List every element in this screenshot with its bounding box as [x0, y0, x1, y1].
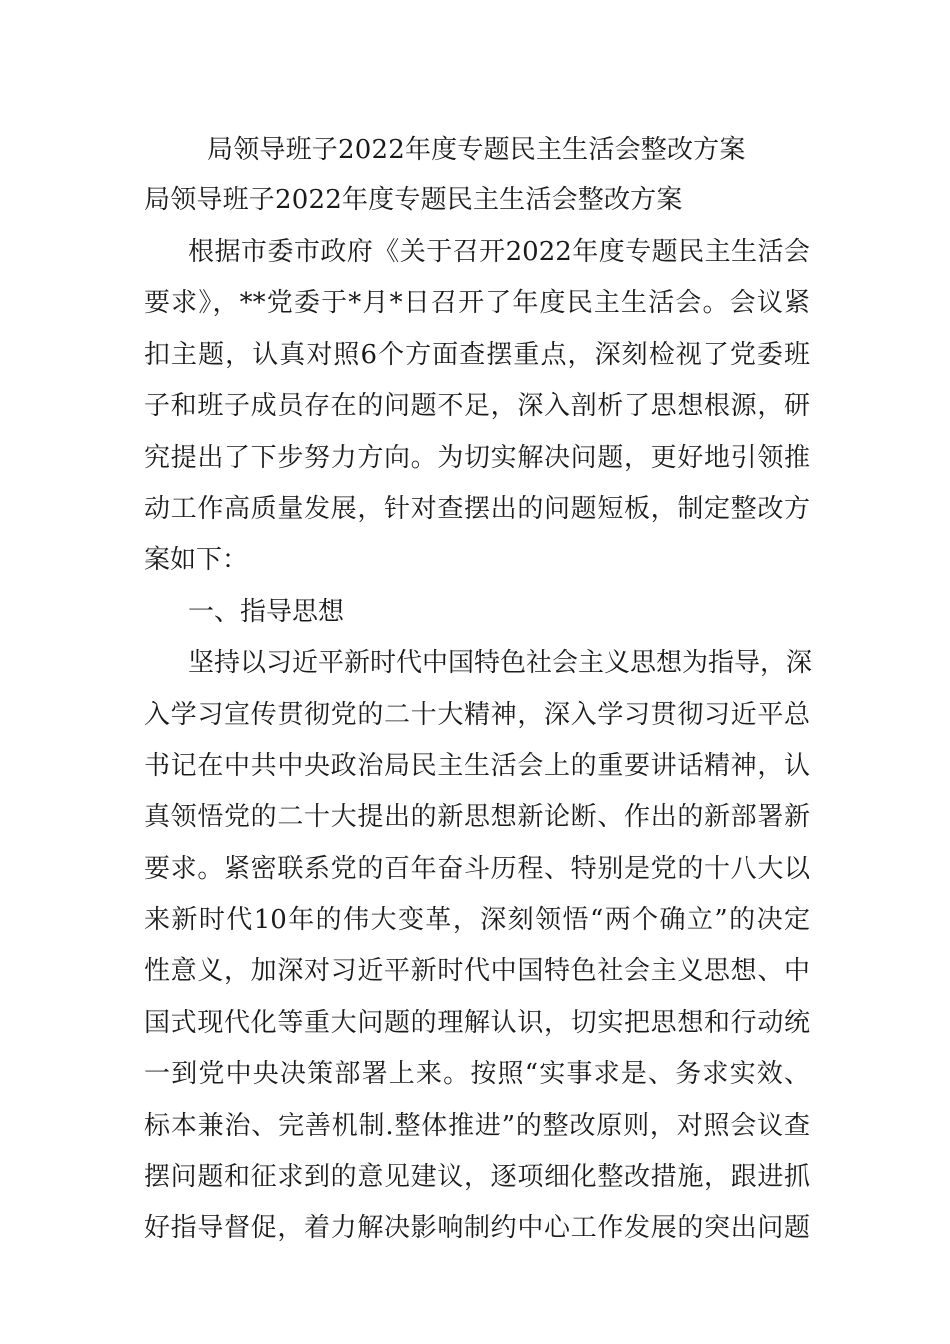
paragraph-line: 入学习宣传贯彻党的二十大精神，深入学习贯彻习近平总: [144, 699, 810, 730]
document-body: [144, 227, 813, 1255]
paragraph-line: 一到党中央决策部署上来。按照“实事求是、务求实效、: [144, 1059, 810, 1090]
paragraph-line: 来新时代10年的伟大变革，深刻领悟“两个确立”的决定: [144, 905, 810, 936]
paragraph-line: 扣主题，认真对照6个方面查摆重点，深刻检视了党委班: [144, 339, 810, 370]
document-subtitle: 局领导班子2022年度专题民主生活会整改方案: [144, 185, 683, 215]
paragraph-line: 究提出了下步努力方向。为切实解决问题，更好地引领推: [144, 442, 810, 473]
paragraph-line: 书记在中共中央政治局民主生活会上的重要讲话精神，认: [144, 750, 810, 781]
paragraph-line: 案如下：: [144, 545, 249, 576]
section-heading: 一、指导思想: [188, 596, 345, 627]
paragraph-line: 摆问题和征求到的意见建议，逐项细化整改措施，跟进抓: [144, 1162, 810, 1193]
paragraph-line: 坚持以习近平新时代中国特色社会主义思想为指导，深: [188, 648, 813, 679]
paragraph-line: 根据市委市政府《关于召开2022年度专题民主生活会: [188, 237, 810, 267]
paragraph-line: 标本兼治、完善机制.整体推进”的整改原则，对照会议查: [144, 1110, 810, 1141]
paragraph-line: 要求》，**党委于*月*日召开了年度民主生活会。会议紧: [144, 288, 810, 319]
paragraph-line: 性意义，加深对习近平新时代中国特色社会主义思想、中: [144, 956, 810, 987]
document-title: 局领导班子2022年度专题民主生活会整改方案: [207, 135, 746, 165]
paragraph-line: 好指导督促，着力解决影响制约中心工作发展的突出问题: [144, 1213, 810, 1244]
paragraph-line: 要求。紧密联系党的百年奋斗历程、特别是党的十八大以: [144, 853, 810, 884]
paragraph-line: 国式现代化等重大问题的理解认识，切实把思想和行动统: [144, 1007, 810, 1038]
paragraph-line: 真领悟党的二十大提出的新思想新论断、作出的新部署新: [144, 802, 810, 833]
paragraph-line: 子和班子成员存在的问题不足，深入剖析了思想根源，研: [144, 391, 810, 422]
paragraph-line: 动工作高质量发展，针对查摆出的问题短板，制定整改方: [144, 493, 810, 524]
